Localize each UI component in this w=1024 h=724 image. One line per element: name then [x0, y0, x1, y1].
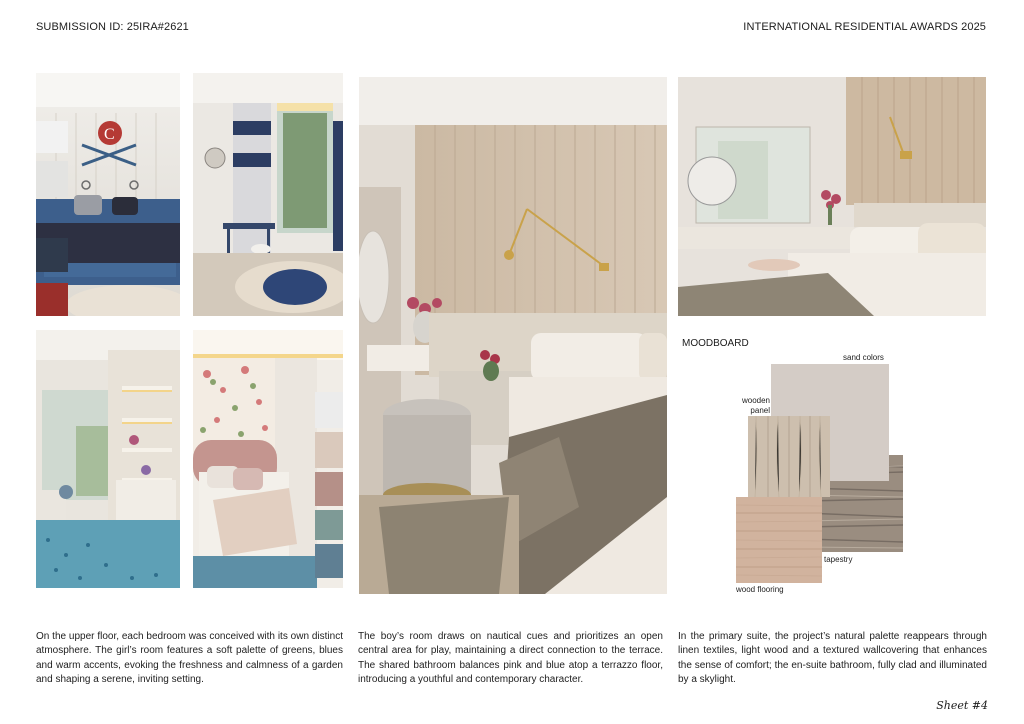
girls-room-shelves-photo: [36, 330, 180, 588]
primary-suite-vanity-photo: [678, 77, 986, 316]
girls-room-bed-photo: [193, 330, 343, 588]
submission-id: SUBMISSION ID: 25IRA#2621: [36, 21, 189, 33]
award-title: INTERNATIONAL RESIDENTIAL AWARDS 2025: [743, 21, 986, 33]
primary-suite-photo: [359, 77, 667, 594]
tapestry-label: tapestry: [824, 555, 853, 564]
wooden-panel-label: wooden panel: [741, 396, 770, 415]
wooden-panel-swatch: [748, 416, 830, 497]
wood-flooring-label: wood flooring: [736, 585, 784, 594]
moodboard-title: MOODBOARD: [682, 338, 749, 349]
wood-flooring-swatch: [736, 497, 822, 583]
svg-text:C: C: [104, 126, 115, 143]
caption-right: In the primary suite, the project’s natural palette reappears through linen textiles, light wood and a textured wallcovering that enhances the sense of comfort; the en-suite bathroom, fully clad and illuminated by a skylight.: [678, 631, 987, 686]
boys-room-bed-photo: [36, 73, 180, 316]
caption-middle: The boy’s room draws on nautical cues and prioritizes an open central area for play, maintaining a direct connection to the terrace. The shared bathroom balances pink and blue atop a terrazzo floor, introducing a youthful and contemporary character.: [358, 631, 663, 686]
caption-left: On the upper floor, each bedroom was conceived with its own distinct atmosphere. The girl’s room features a soft palette of greens, blues and warm accents, evoking the freshness and calmness of a garden and shaping a serene, inviting setting.: [36, 631, 343, 686]
sheet-number: Sheet #4: [936, 699, 988, 712]
boys-room-desk-photo: [193, 73, 343, 316]
sand-colors-label: sand colors: [843, 353, 884, 362]
